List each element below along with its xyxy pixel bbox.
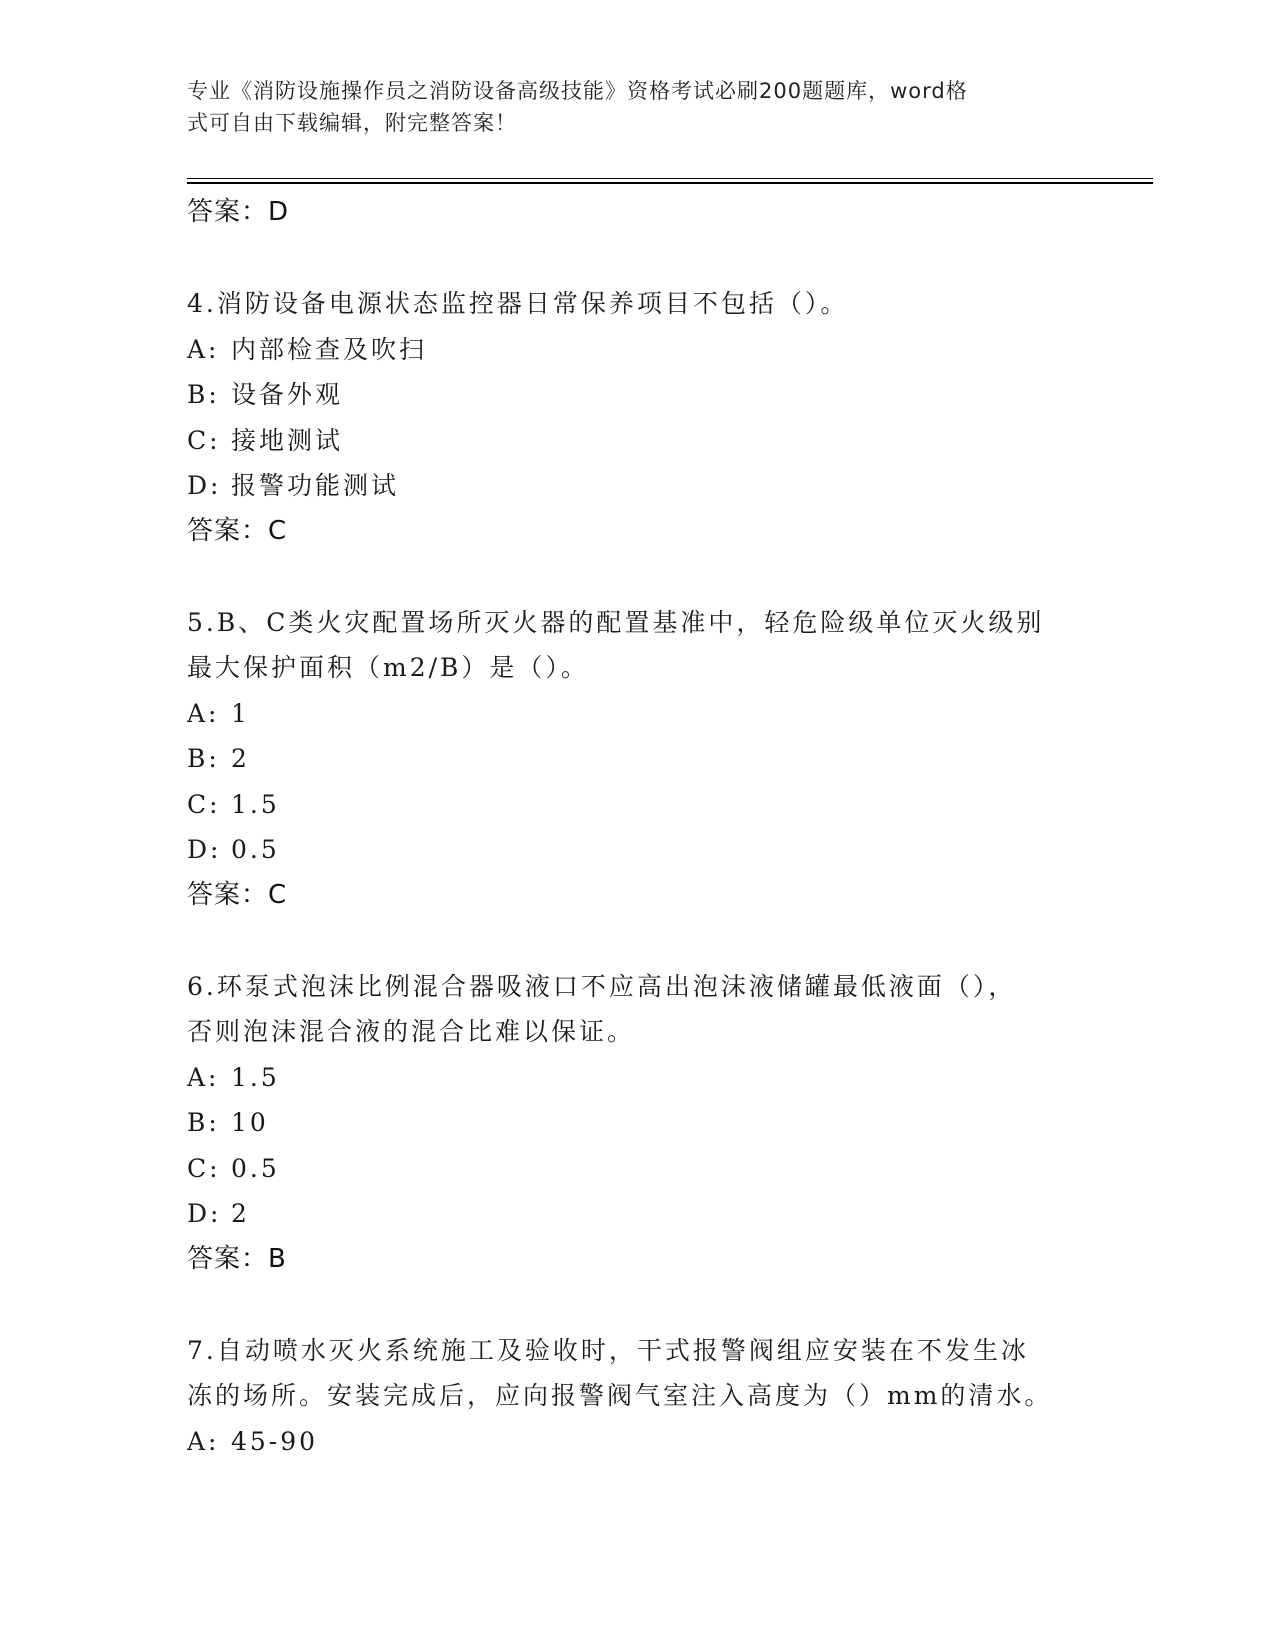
option-key: C: xyxy=(187,789,221,819)
option-text: 2 xyxy=(231,1199,250,1228)
question-block xyxy=(187,964,1067,1283)
answer-line xyxy=(187,509,1067,555)
option-text: 内部检查及吹扫 xyxy=(231,334,428,364)
answer-line xyxy=(187,873,1067,919)
answer-value: D xyxy=(268,197,290,227)
block-spacer xyxy=(187,918,1067,964)
answer-line xyxy=(187,190,1067,236)
question-text-line: 4.消防设备电源状态监控器日常保养项目不包括（）。 xyxy=(187,289,849,318)
block-spacer xyxy=(187,236,1067,282)
option-text: 设备外观 xyxy=(231,380,344,409)
option-key: A: xyxy=(187,698,220,728)
document-header xyxy=(187,75,1067,139)
answer-option xyxy=(187,691,1067,737)
answer-option xyxy=(187,327,1067,373)
header-divider-thick xyxy=(187,182,1153,184)
option-key: D: xyxy=(187,835,222,864)
question-text-line: 5.B、C类火灾配置场所灭火器的配置基准中，轻危险级单位灭火级别 xyxy=(187,607,1045,637)
option-text: 1 xyxy=(231,698,250,728)
answer-value: B xyxy=(268,1243,287,1274)
question-text-line: 7.自动喷水灭火系统施工及验收时，干式报警阀组应安装在不发生冰 xyxy=(187,1335,1029,1365)
answer-line xyxy=(187,1237,1067,1283)
answer-label: 答案： xyxy=(187,197,269,227)
answer-label: 答案： xyxy=(187,1243,269,1274)
question-text-line: 否则泡沫混合液的混合比难以保证。 xyxy=(187,1017,636,1046)
option-text: 45-90 xyxy=(231,1426,319,1456)
question-block xyxy=(187,600,1067,919)
option-text: 1.5 xyxy=(231,1062,280,1092)
option-key: A: xyxy=(187,1426,220,1456)
option-key: A: xyxy=(187,334,220,364)
answer-option xyxy=(187,1419,1067,1465)
answer-option xyxy=(187,782,1067,828)
question-list xyxy=(187,190,1067,1464)
answer-option xyxy=(187,372,1067,418)
question-text-line: 6.环泵式泡沫比例混合器吸液口不应高出泡沫液储罐最低液面（）， xyxy=(187,971,1017,1001)
question-block xyxy=(187,1328,1067,1465)
answer-option xyxy=(187,1191,1067,1237)
option-key: B: xyxy=(187,744,220,773)
answer-option xyxy=(187,1100,1067,1146)
option-text: 10 xyxy=(231,1108,269,1137)
answer-option xyxy=(187,1055,1067,1101)
option-key: C: xyxy=(187,425,221,455)
answer-option xyxy=(187,1146,1067,1192)
answer-label: 答案： xyxy=(187,879,269,910)
block-spacer xyxy=(187,1282,1067,1328)
option-key: C: xyxy=(187,1153,221,1183)
question-block xyxy=(187,281,1067,554)
answer-option xyxy=(187,736,1067,782)
answer-option xyxy=(187,463,1067,509)
question-text-line: 最大保护面积（m2/B）是（）。 xyxy=(187,653,589,682)
option-text: 接地测试 xyxy=(231,425,344,455)
header-divider-thin xyxy=(187,178,1153,179)
option-key: B: xyxy=(187,1108,220,1137)
option-text: 1.5 xyxy=(231,789,280,819)
option-text: 0.5 xyxy=(231,1153,280,1183)
header-line-2: 式可自由下载编辑，附完整答案！ xyxy=(187,111,517,135)
header-line-1: 专业《消防设施操作员之消防设备高级技能》资格考试必刷200题题库，word格 xyxy=(187,79,968,103)
answer-option xyxy=(187,418,1067,464)
answer-label: 答案： xyxy=(187,515,269,546)
question-text-line: 冻的场所。安装完成后，应向报警阀气室注入高度为（）mm的清水。 xyxy=(187,1381,1053,1410)
option-key: A: xyxy=(187,1062,220,1092)
answer-value: C xyxy=(268,879,288,910)
option-key: D: xyxy=(187,1199,222,1228)
option-text: 2 xyxy=(231,744,250,773)
block-spacer xyxy=(187,554,1067,600)
option-text: 报警功能测试 xyxy=(231,471,400,500)
option-key: D: xyxy=(187,471,222,500)
answer-option xyxy=(187,827,1067,873)
option-text: 0.5 xyxy=(231,835,280,864)
answer-value: C xyxy=(268,515,288,546)
option-key: B: xyxy=(187,380,220,409)
question-block xyxy=(187,190,1067,236)
